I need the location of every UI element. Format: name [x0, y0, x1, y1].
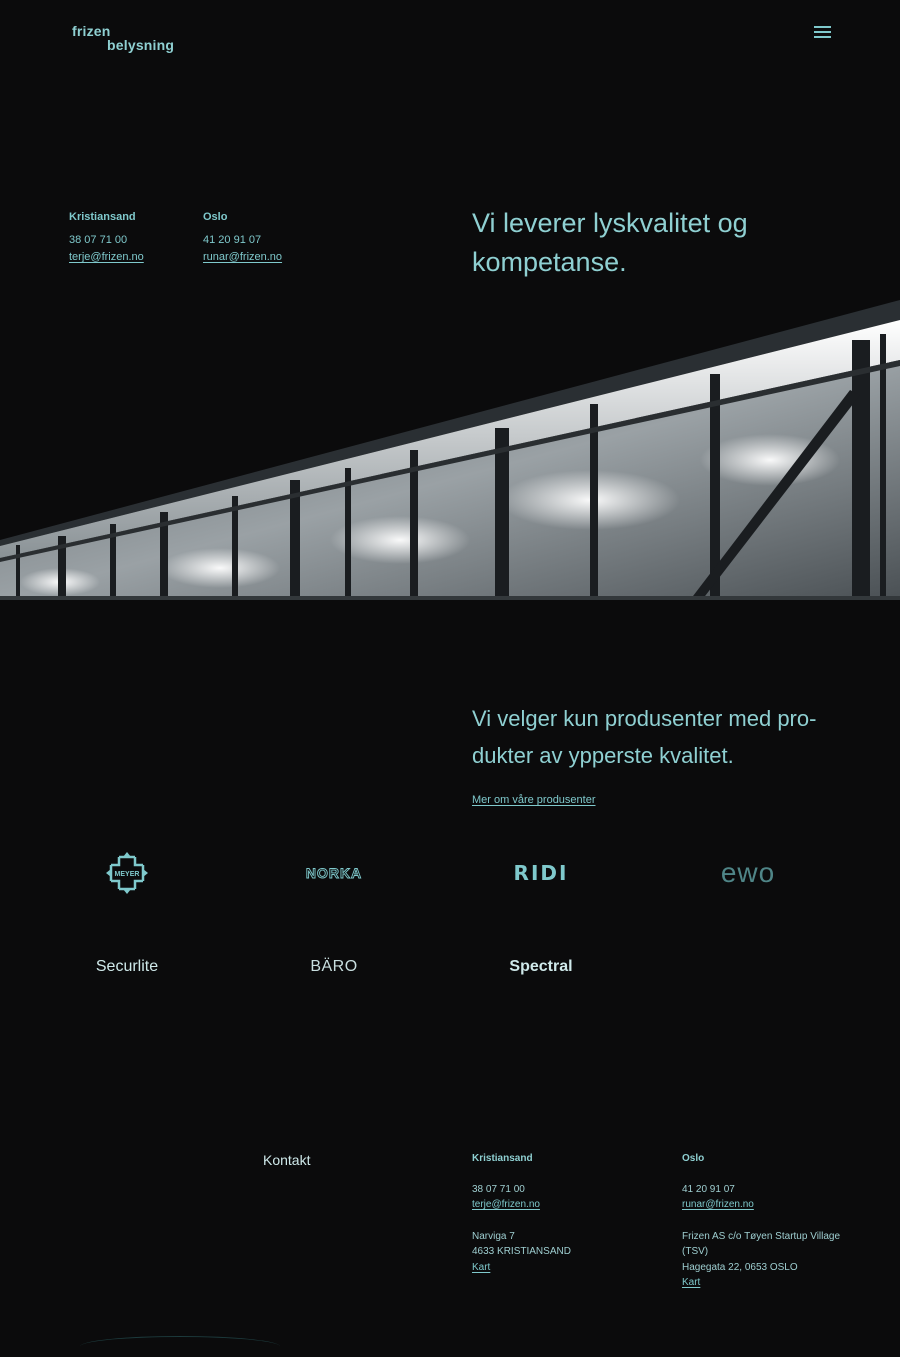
producers-headline: Vi velger kun produsenter med pro- dukter av ypperste kvalitet. [472, 706, 817, 768]
brand-logo-spectral[interactable] [476, 942, 606, 992]
producers-link[interactable]: Mer om våre produsenter [472, 794, 596, 806]
email-link[interactable]: runar@frizen.no [203, 251, 283, 263]
address-line-1: Frizen AS c/o Tøyen Startup Village (TSV) [682, 1230, 841, 1257]
brand-name: NORKA [305, 865, 363, 881]
building-facade-image [0, 300, 900, 600]
brand-logo-ridi[interactable] [476, 848, 606, 898]
brand-name: Spectral [509, 958, 573, 975]
logo[interactable] [72, 24, 174, 52]
brand-logo-ewo[interactable] [683, 848, 813, 898]
city-label: Oslo [203, 211, 228, 223]
address-line-2: Hagegata 22, 0653 OSLO [682, 1261, 798, 1273]
phone-number: 41 20 91 07 [203, 234, 262, 246]
hamburger-menu-icon[interactable] [814, 26, 831, 38]
phone-number: 38 07 71 00 [69, 234, 128, 246]
contact-kristiansand [69, 209, 144, 266]
address-line-2: 4633 KRISTIANSAND [472, 1246, 571, 1257]
meyer-logo-icon [105, 851, 149, 895]
decorative-glow [80, 1336, 280, 1357]
brand-name: BÄRO [310, 958, 358, 975]
brand-name: Securlite [95, 958, 159, 975]
logo-line-2: belysning [107, 37, 175, 53]
footer-contact-oslo [682, 1151, 842, 1291]
brand-logo-baro[interactable] [269, 942, 399, 992]
phone-number: 41 20 91 07 [682, 1183, 735, 1195]
map-link[interactable]: Kart [472, 1261, 491, 1273]
brand-name: RIDI [513, 861, 569, 885]
footer-contact-kristiansand [472, 1151, 652, 1275]
logo-line-1: frizen [72, 23, 111, 39]
map-link[interactable]: Kart [682, 1277, 701, 1288]
email-link[interactable]: terje@frizen.no [69, 251, 144, 263]
brand-logo-securlite[interactable] [62, 942, 192, 992]
phone-number: 38 07 71 00 [472, 1183, 525, 1195]
brand-logo-meyer[interactable] [62, 848, 192, 898]
norka-logo-icon [304, 863, 364, 883]
address-line-1: Narviga 7 [472, 1230, 515, 1242]
city-label: Kristiansand [472, 1153, 533, 1164]
email-link[interactable]: runar@frizen.no [682, 1199, 754, 1210]
brand-logo-norka[interactable] [269, 848, 399, 898]
brand-name: ewo [720, 857, 776, 888]
footer-title: Kontakt [263, 1152, 311, 1168]
brand-name: MEYER [114, 871, 140, 878]
contact-oslo [203, 209, 282, 266]
city-label: Oslo [682, 1153, 705, 1164]
city-label: Kristiansand [69, 211, 136, 223]
email-link[interactable]: terje@frizen.no [472, 1199, 540, 1210]
hero-headline: Vi leverer lyskvalitet og kompetanse. [472, 208, 748, 277]
